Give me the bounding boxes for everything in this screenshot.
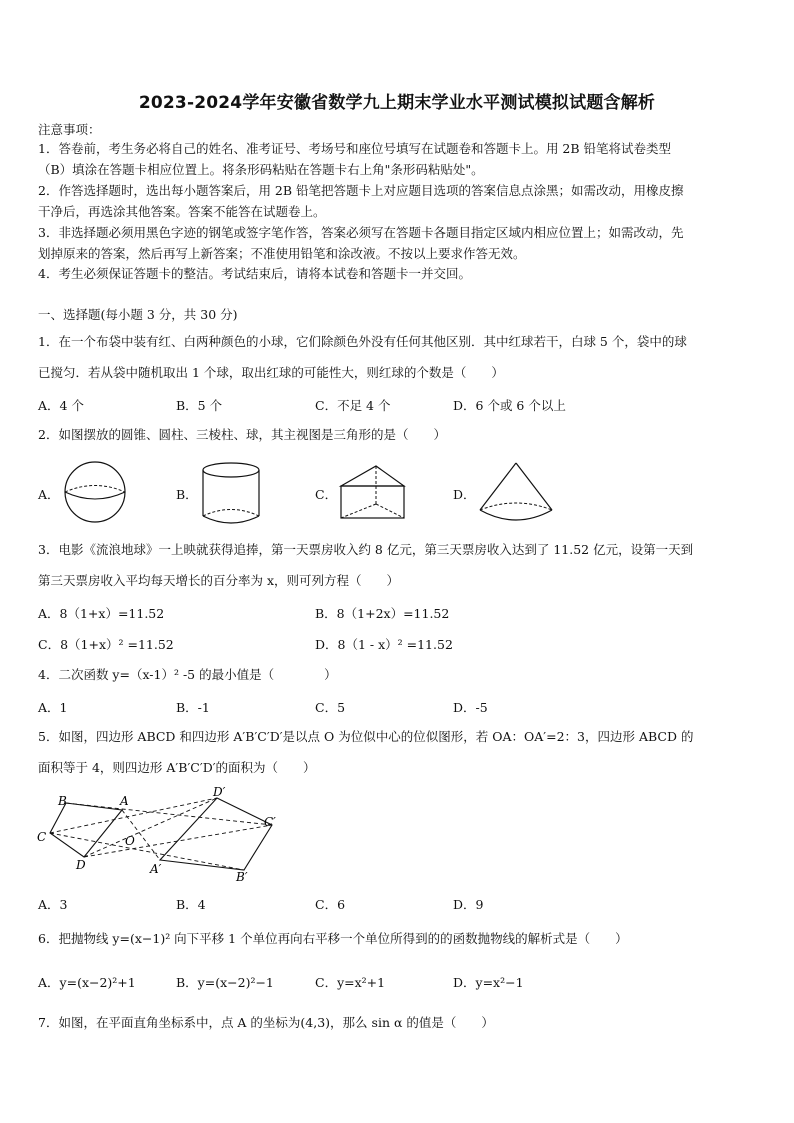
cylinder-figure	[198, 460, 264, 526]
q3-option-b: B．8（1+2x）=11.52	[315, 606, 450, 621]
question-2-stem: 2．如图摆放的圆锥、圆柱、三棱柱、球，其主视图是三角形的是（ ）	[38, 427, 446, 442]
question-1-stem: 已搅匀．若从袋中随机取出 1 个球，取出红球的可能性大，则红球的个数是（ ）	[38, 365, 504, 380]
question-6-stem: 6．把抛物线 y=(x−1)² 向下平移 1 个单位再向右平移一个单位所得到的的函数抛物线的解析式是（ ）	[38, 931, 628, 946]
q1-option-a: A．4 个	[38, 398, 84, 413]
notice-line: 2．作答选择题时，选出每小题答案后，用 2B 铅笔把答题卡上对应题目选项的答案信息点涂黑；如需改动，用橡皮擦	[38, 183, 684, 198]
q2-option-a: A．	[38, 487, 60, 502]
cone-figure	[476, 460, 556, 526]
page-title: 2023-2024学年安徽省数学九上期末学业水平测试模拟试题含解析	[138, 93, 656, 113]
q4-option-c: C．5	[315, 700, 346, 715]
vertex-label-d-prime: D′	[213, 785, 226, 799]
q6-option-d: D．y=x²−1	[453, 975, 524, 990]
q2-option-c: C．	[315, 487, 338, 502]
question-7-stem: 7．如图，在平面直角坐标系中，点 A 的坐标为(4,3)，那么 sin α 的值是（ ）	[38, 1015, 494, 1030]
vertex-label-a: A	[120, 794, 129, 808]
question-5-stem: 面积等于 4，则四边形 A′B′C′D′的面积为（ ）	[38, 760, 316, 775]
vertex-label-b: B	[58, 794, 67, 808]
q3-option-d: D．8（1 - x）² =11.52	[315, 637, 453, 652]
notice-line: 3．非选择题必须用黑色字迹的钢笔或签字笔作答，答案必须写在答题卡各题目指定区域内相应位置上；如需改动，先	[38, 225, 684, 240]
notice-line: （B）填涂在答题卡相应位置上。将条形码粘贴在答题卡右上角"条形码粘贴处"。	[38, 162, 484, 177]
q1-option-d: D．6 个或 6 个以上	[453, 398, 566, 413]
question-4-stem: 4．二次函数 y=（x-1）² -5 的最小值是（ ）	[38, 667, 337, 682]
q4-option-a: A．1	[38, 700, 68, 715]
q6-option-b: B．y=(x−2)²−1	[176, 975, 274, 990]
vertex-label-c-prime: C′	[264, 815, 276, 829]
vertex-label-c: C	[37, 830, 47, 844]
q5-option-d: D．9	[453, 897, 484, 912]
notice-line: 1．答卷前，考生务必将自己的姓名、准考证号、考场号和座位号填写在试题卷和答题卡上。用 2B 铅笔将试卷类型	[38, 141, 672, 156]
q2-option-b: B．	[176, 487, 198, 502]
question-1-stem: 1．在一个布袋中装有红、白两种颜色的小球，它们除颜色外没有任何其他区别．其中红球若干，白球 5 个，袋中的球	[38, 334, 687, 349]
vertex-label-b-prime: B′	[236, 870, 248, 884]
q5-option-c: C．6	[315, 897, 346, 912]
sphere-figure	[60, 460, 132, 526]
question-3-stem: 3．电影《流浪地球》一上映就获得追捧，第一天票房收入约 8 亿元，第三天票房收入达到了 11.52 亿元，设第一天到	[38, 542, 694, 557]
q5-option-b: B．4	[176, 897, 206, 912]
q3-option-a: A．8（1+x）=11.52	[38, 606, 165, 621]
q2-option-d: D．	[453, 487, 476, 502]
q1-option-c: C．不足 4 个	[315, 398, 391, 413]
question-5-stem: 5．如图，四边形 ABCD 和四边形 A′B′C′D′是以点 O 为位似中心的位似图形，若 OA：OA′=2：3，四边形 ABCD 的	[38, 729, 694, 744]
center-label-o: O	[125, 834, 135, 848]
notice-line: 干净后，再选涂其他答案。答案不能答在试题卷上。	[38, 204, 326, 219]
notice-heading: 注意事项：	[38, 122, 101, 137]
q6-option-a: A．y=(x−2)²+1	[38, 975, 136, 990]
section-heading: 一、选择题(每小题 3 分，共 30 分)	[38, 307, 238, 322]
q3-option-c: C．8（1+x）² =11.52	[38, 637, 174, 652]
question-3-stem: 第三天票房收入平均每天增长的百分率为 x，则可列方程（ ）	[38, 573, 400, 588]
notice-line: 4．考生必须保证答题卡的整洁。考试结束后，请将本试卷和答题卡一并交回。	[38, 266, 471, 281]
q6-option-c: C．y=x²+1	[315, 975, 386, 990]
vertex-label-a-prime: A′	[150, 862, 162, 876]
homothety-figure	[36, 784, 296, 884]
q4-option-d: D．-5	[453, 700, 488, 715]
q4-option-b: B．-1	[176, 700, 210, 715]
q5-option-a: A．3	[38, 897, 68, 912]
triangular-prism-figure	[336, 462, 412, 524]
notice-line: 划掉原来的答案，然后再写上新答案；不准使用铅笔和涂改液。不按以上要求作答无效。	[38, 246, 526, 261]
q1-option-b: B．5 个	[176, 398, 223, 413]
vertex-label-d: D	[76, 858, 86, 872]
